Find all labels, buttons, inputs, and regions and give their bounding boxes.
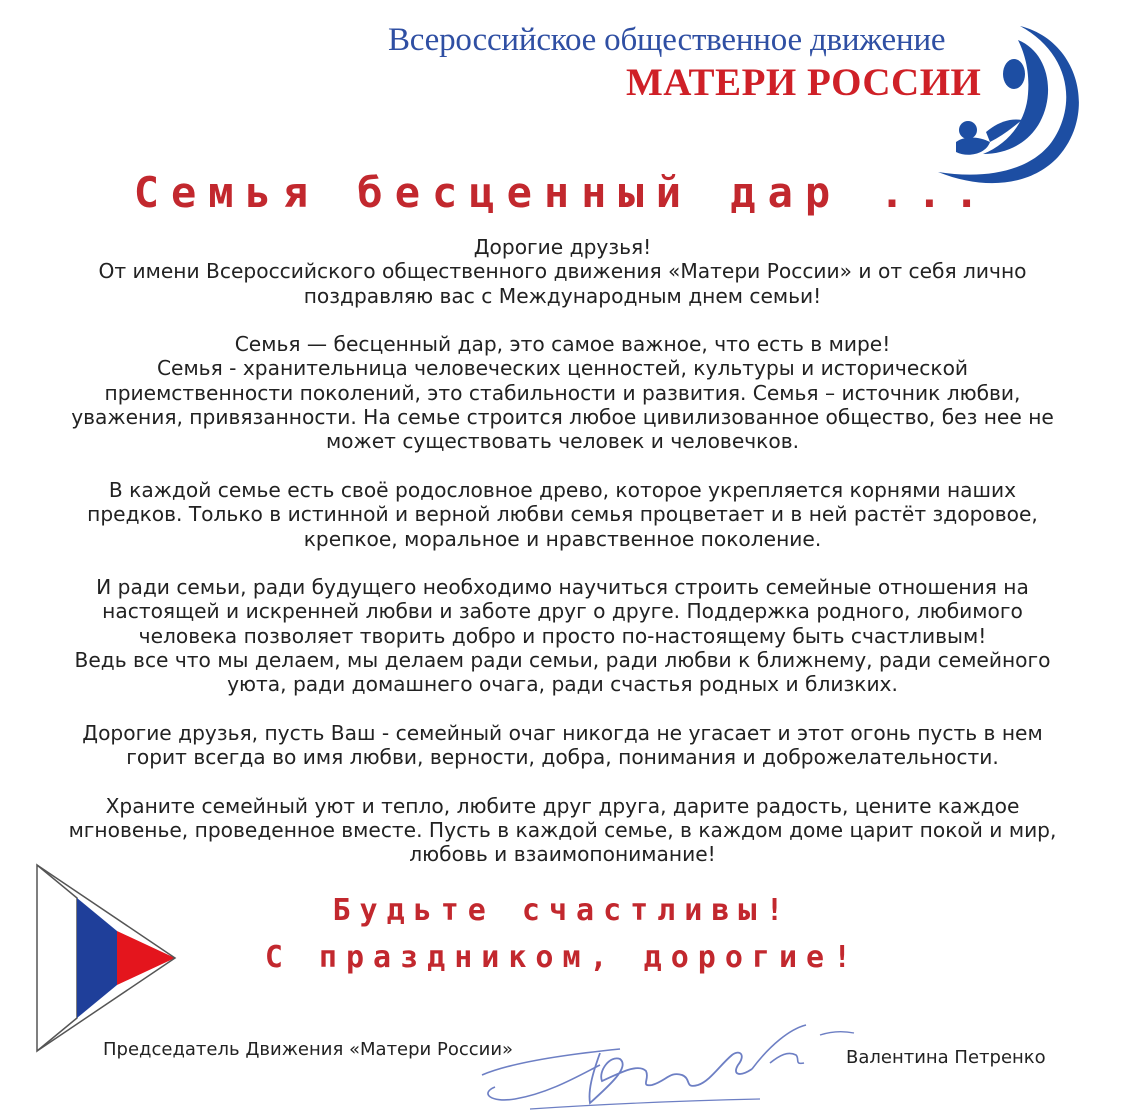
logo-organization-line: Всероссийское общественное движение xyxy=(388,22,946,58)
letter-line: настоящей и искренней любви и заботе друг о друге. Поддержка родного, любимого xyxy=(102,599,1023,624)
letter-line: уважения, привязанности. На семье строится любое цивилизованное общество, без нее не xyxy=(71,405,1054,430)
letter-line: любовь и взаимопонимание! xyxy=(409,842,716,867)
page-title: Семья бесценный дар ... xyxy=(133,168,992,217)
letter-line: мгновенье, проведенное вместе. Пусть в каждой семье, в каждом доме царит покой и мир, xyxy=(68,818,1057,843)
paragraph-gap xyxy=(14,308,1111,332)
closing-wish-happy: Будьте счастливы! xyxy=(332,893,793,928)
letter-line: уюта, ради домашнего очага, ради счастья родных и близких. xyxy=(227,672,898,697)
letter-line: Дорогие друзья! xyxy=(473,235,652,259)
letter-line: От имени Всероссийского общественного движения «Матери России» и от себя лично xyxy=(98,259,1027,284)
paragraph-gap xyxy=(14,454,1111,478)
letter-line: приемственности поколений, это стабильности и развития. Семья – источник любви, xyxy=(104,380,1021,405)
letter-line: В каждой семье есть своё родословное древо, которое укрепляется корнями наших xyxy=(108,477,1017,502)
paragraph-gap xyxy=(14,697,1111,721)
letter-body xyxy=(14,235,1111,867)
letter-line: Семья — бесценный дар, это самое важное, что есть в мире! xyxy=(234,332,891,357)
signer-title: Председатель Движения «Матери России» xyxy=(103,1039,514,1060)
letter-line: человека позволяет творить добро и просто по-настоящему быть счастливым! xyxy=(138,623,987,648)
handwritten-signature-icon xyxy=(470,1015,870,1115)
logo-organization-name: МАТЕРИ РОССИИ xyxy=(626,61,982,104)
letter-line: И ради семьи, ради будущего необходимо научиться строить семейные отношения на xyxy=(96,575,1029,600)
mother-and-child-emblem-icon xyxy=(928,22,1088,192)
letter-line: Храните семейный уют и тепло, любите друг друга, дарите радость, цените каждое xyxy=(105,793,1020,818)
letter-line: Дорогие друзья, пусть Ваш - семейный очаг никогда не угасает и этот огонь пусть в нем xyxy=(82,720,1043,745)
letter-line: Ведь все что мы делаем, мы делаем ради семьи, ради любви к ближнему, ради семейного xyxy=(74,648,1051,673)
closing-wish-holiday: С праздником, дорогие! xyxy=(264,940,861,975)
letter-line: может существовать человек и человечков. xyxy=(325,429,800,454)
paragraph-gap xyxy=(14,551,1111,575)
letter-line: крепкое, моральное и нравственное поколение. xyxy=(303,526,822,551)
letter-line: горит всегда во имя любви, верности, добра, понимания и доброжелательности. xyxy=(126,745,999,770)
letter-line: предков. Только в истинной и верной любви семья процветает и в ней растёт здоровое, xyxy=(87,502,1038,527)
letter-line: Семья - хранительница человеческих ценностей, культуры и исторической xyxy=(156,356,969,381)
signer-name: Валентина Петренко xyxy=(846,1047,1046,1068)
paragraph-gap xyxy=(14,770,1111,794)
letter-line: поздравляю вас с Международным днем семьи! xyxy=(303,283,822,308)
